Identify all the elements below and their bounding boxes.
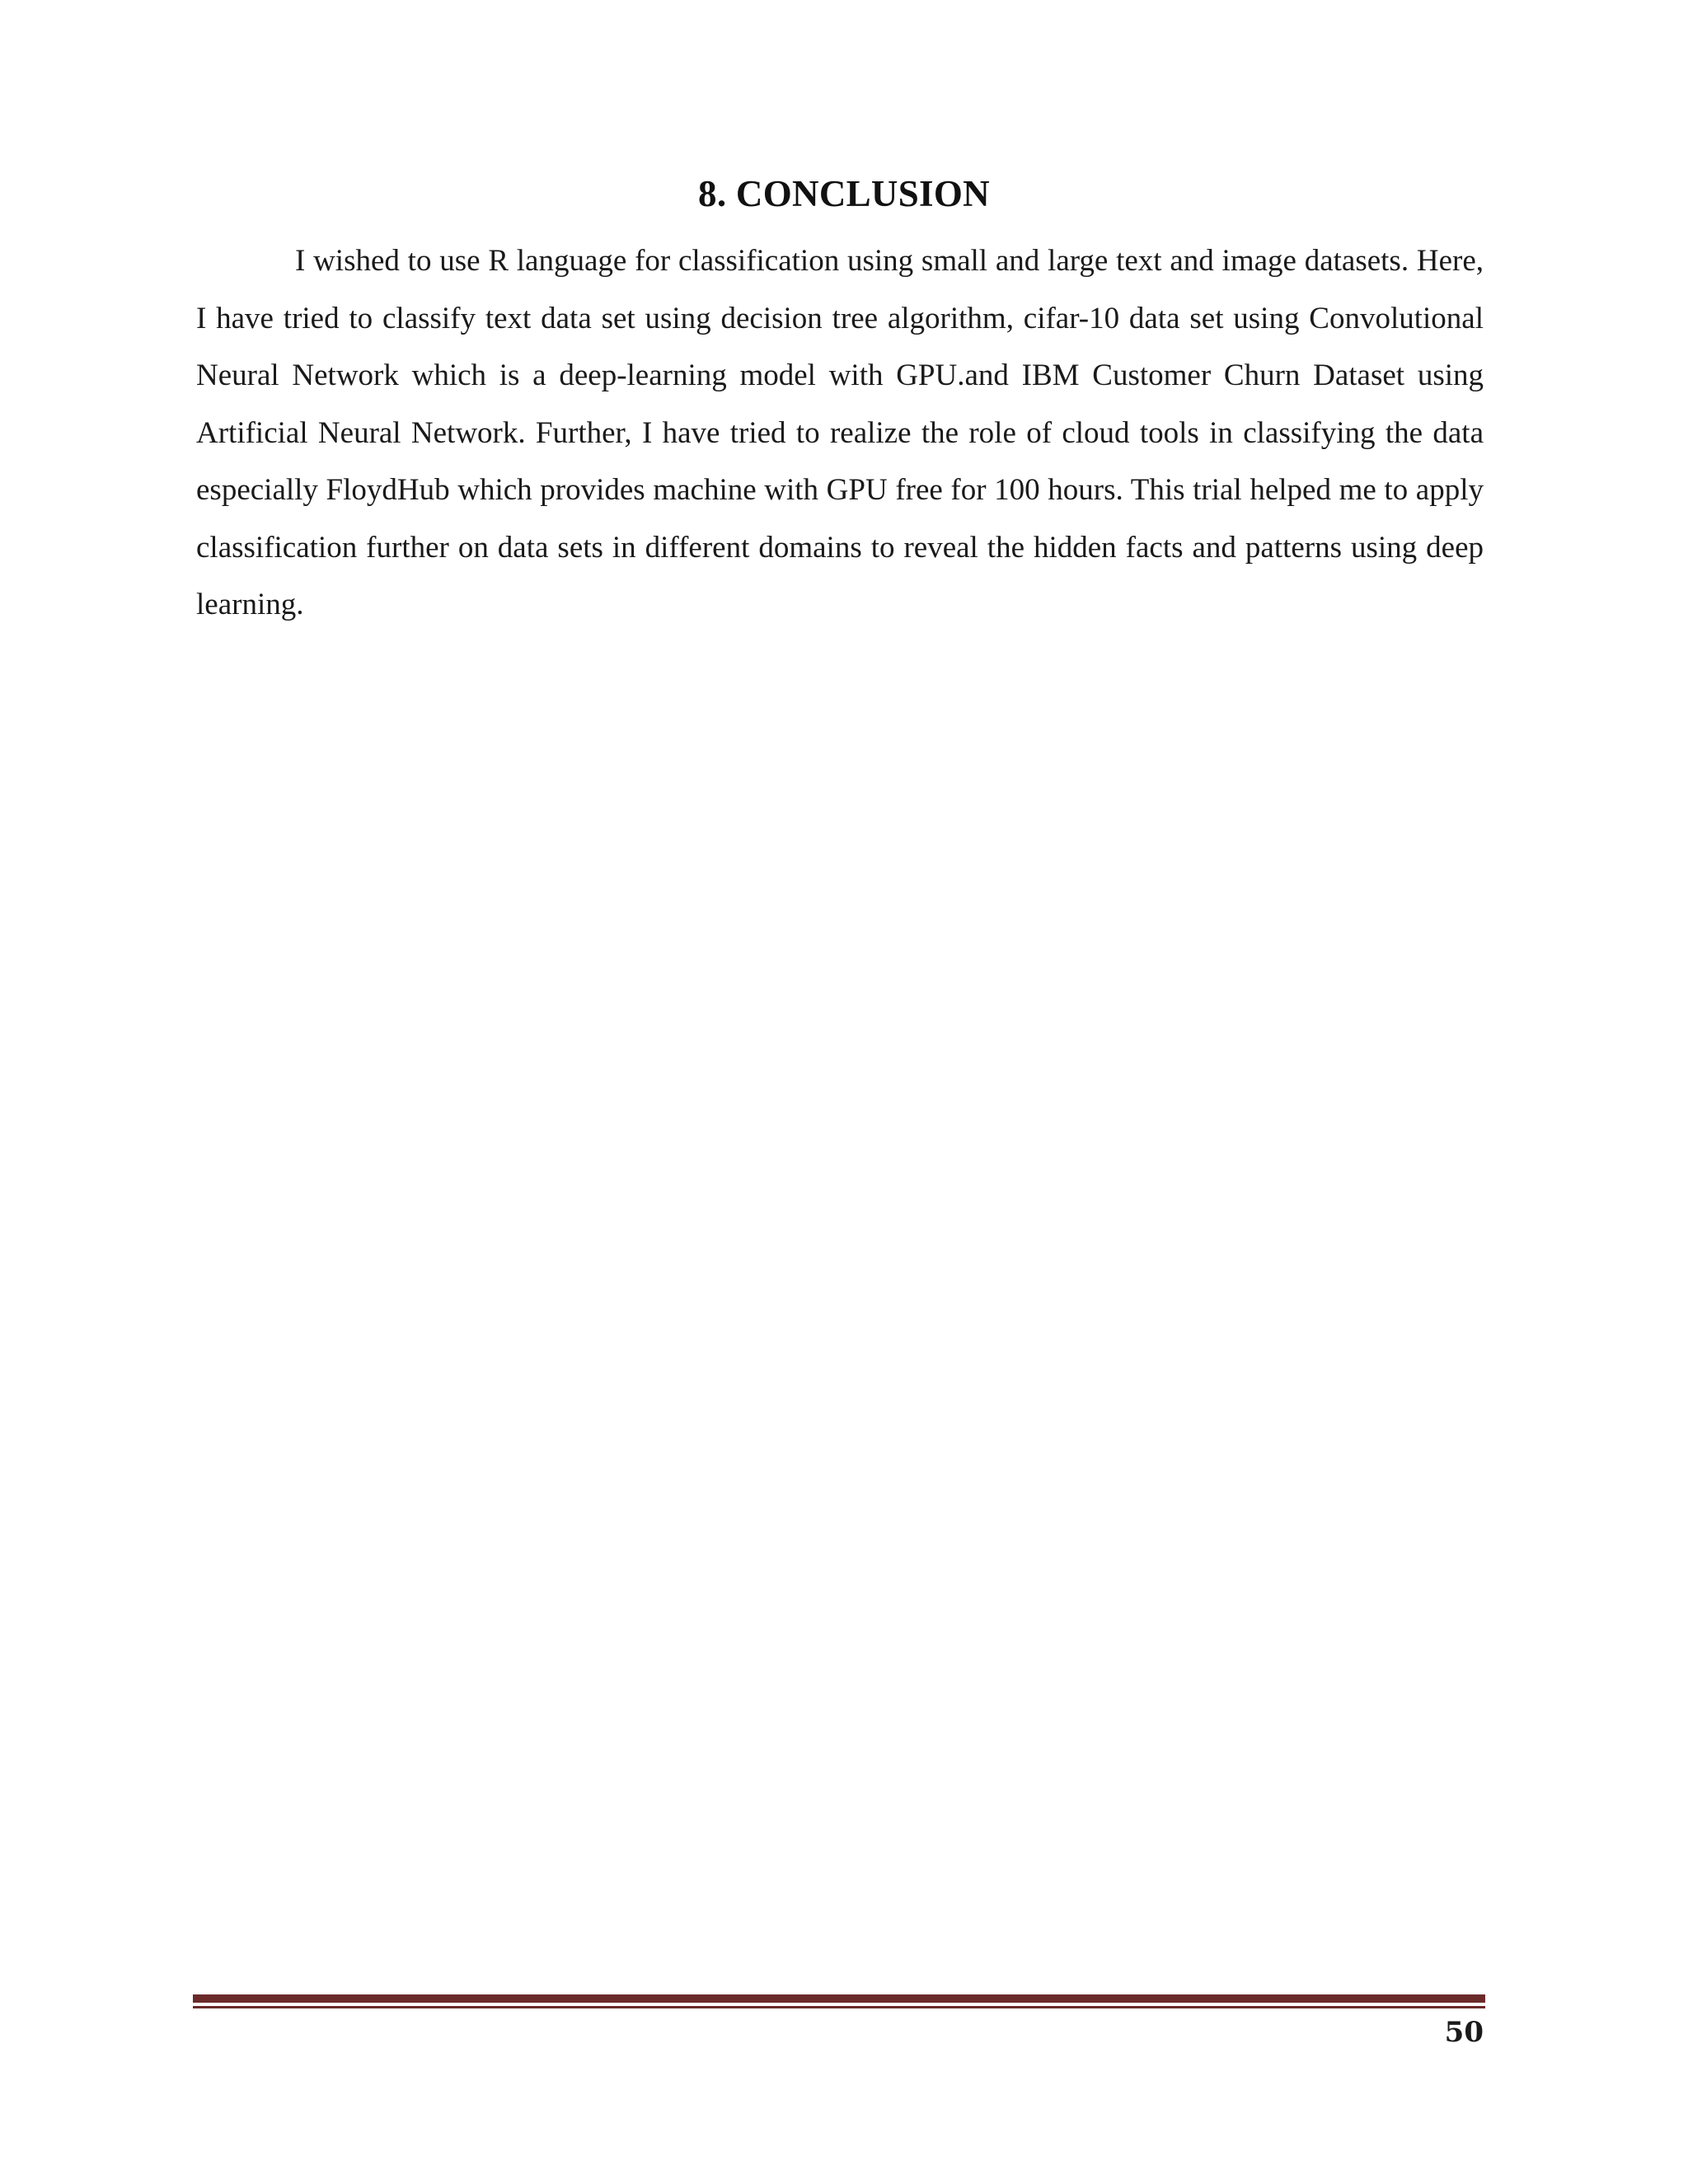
section-heading: 8. CONCLUSION [698,173,990,214]
conclusion-paragraph: I wished to use R language for classification using small and large text and image datasets. Here, I have tried to classify text data set using decision tree algorithm, cifar-10 data set using Convolutional Neural Network which is a deep-learning model with GPU.and IBM Customer Churn Dataset using Artificial Neural Network. Further, I have tried to realize the role of cloud tools in classifying the data especially FloydHub which provides machine with GPU free for 100 hours. This trial helped me to apply classification further on data sets in different domains to reveal the hidden facts and patterns using deep learning. [196,244,1484,621]
footer-rule-thin [193,2006,1485,2008]
footer-rule-thick [193,1994,1485,2003]
page-number: 50 [1444,2016,1484,2049]
